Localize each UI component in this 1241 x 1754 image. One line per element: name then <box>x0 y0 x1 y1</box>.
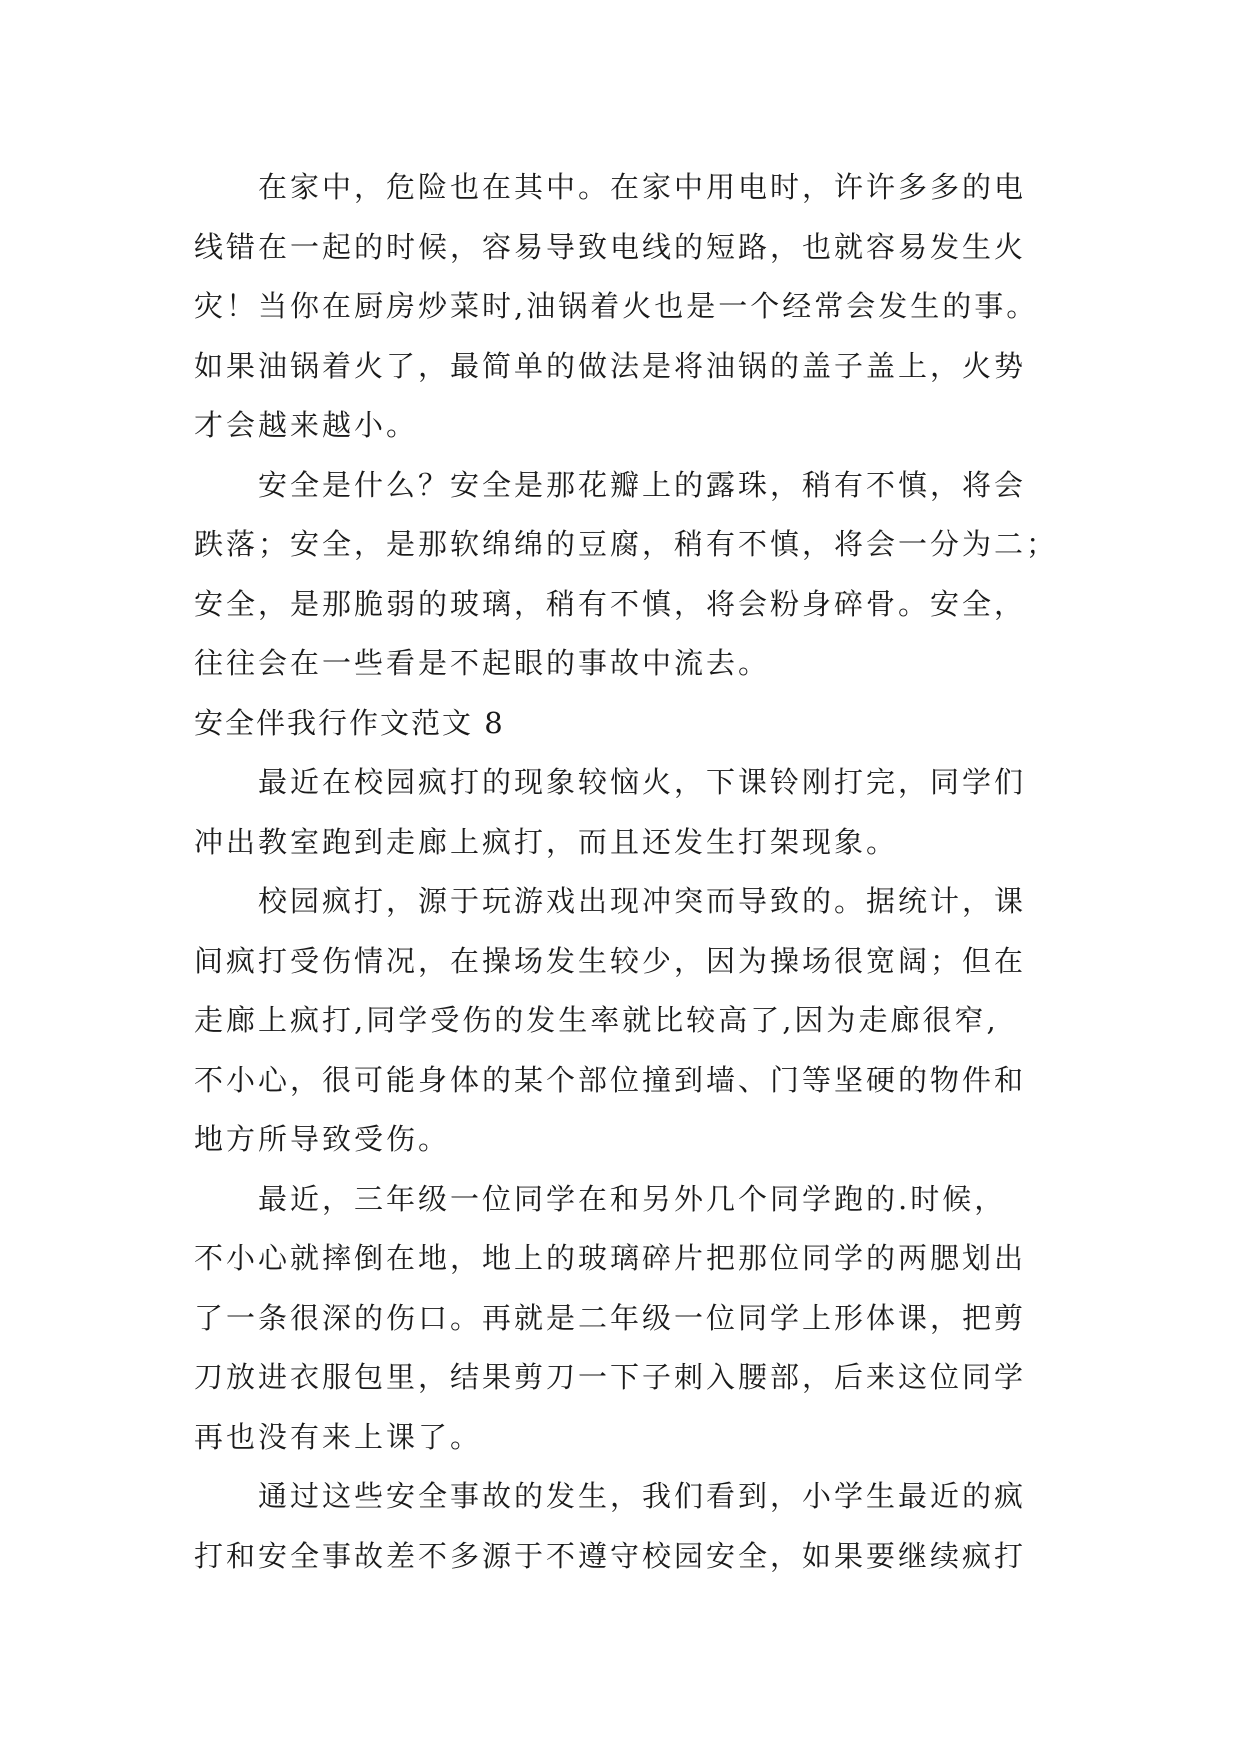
paragraph-campus-play <box>194 753 1094 872</box>
paragraph-line: 刀放进衣服包里，结果剪刀一下子刺入腰部，后来这位同学 <box>194 1360 1027 1394</box>
paragraph-line: 如果油锅着火了，最简单的做法是将油锅的盖子盖上，火势 <box>194 348 1027 383</box>
paragraph-line: 再也没有来上课了。 <box>194 1419 483 1454</box>
paragraph-line: 灾！当你在厨房炒菜时,油锅着火也是一个经常会发生的事。 <box>194 289 1039 323</box>
document-body <box>194 158 1094 1586</box>
paragraph-line: 间疯打受伤情况，在操场发生较少，因为操场很宽阔；但在 <box>194 943 1027 978</box>
essay-heading: 安全伴我行作文范文 8 <box>194 705 505 740</box>
paragraph-line: 通过这些安全事故的发生，我们看到，小学生最近的疯 <box>258 1479 1027 1513</box>
paragraph-what-is-safety <box>194 456 1094 694</box>
paragraph-conclusion <box>194 1467 1094 1586</box>
paragraph-line: 最近在校园疯打的现象较恼火，下课铃刚打完，同学们 <box>258 765 1027 799</box>
paragraph-statistics <box>194 872 1094 1170</box>
paragraph-line: 打和安全事故差不多源于不遵守校园安全，如果要继续疯打 <box>194 1538 1027 1573</box>
paragraph-line: 不小心就摔倒在地，地上的玻璃碎片把那位同学的两腮划出 <box>194 1241 1027 1275</box>
paragraph-line: 最近，三年级一位同学在和另外几个同学跑的.时候， <box>258 1181 1007 1216</box>
paragraph-line: 走廊上疯打,同学受伤的发生率就比较高了,因为走廊很窄, <box>194 1003 999 1037</box>
paragraph-line: 冲出教室跑到走廊上疯打，而且还发生打架现象。 <box>194 824 899 859</box>
paragraph-line: 才会越来越小。 <box>194 408 419 442</box>
paragraph-line: 不小心，很可能身体的某个部位撞到墙、门等坚硬的物件和 <box>194 1062 1027 1097</box>
paragraph-line: 往往会在一些看是不起眼的事故中流去。 <box>194 646 771 680</box>
paragraph-line: 地方所导致受伤。 <box>194 1122 451 1156</box>
paragraph-line: 在家中，危险也在其中。在家中用电时，许许多多的电 <box>258 170 1027 204</box>
paragraph-line: 了一条很深的伤口。再就是二年级一位同学上形体课，把剪 <box>194 1300 1027 1335</box>
paragraph-line: 校园疯打，源于玩游戏出现冲突而导致的。据统计，课 <box>258 884 1027 918</box>
paragraph-line: 安全是什么？安全是那花瓣上的露珠，稍有不慎，将会 <box>258 467 1027 502</box>
paragraph-line: 线错在一起的时候，容易导致电线的短路，也就容易发生火 <box>194 229 1027 264</box>
paragraph-line: 安全，是那脆弱的玻璃，稍有不慎，将会粉身碎骨。安全， <box>194 586 1027 621</box>
paragraph-line: 跌落；安全，是那软绵绵的豆腐，稍有不慎，将会一分为二； <box>194 527 1059 561</box>
paragraph-home-danger <box>194 158 1094 456</box>
paragraph-incidents <box>194 1170 1094 1468</box>
